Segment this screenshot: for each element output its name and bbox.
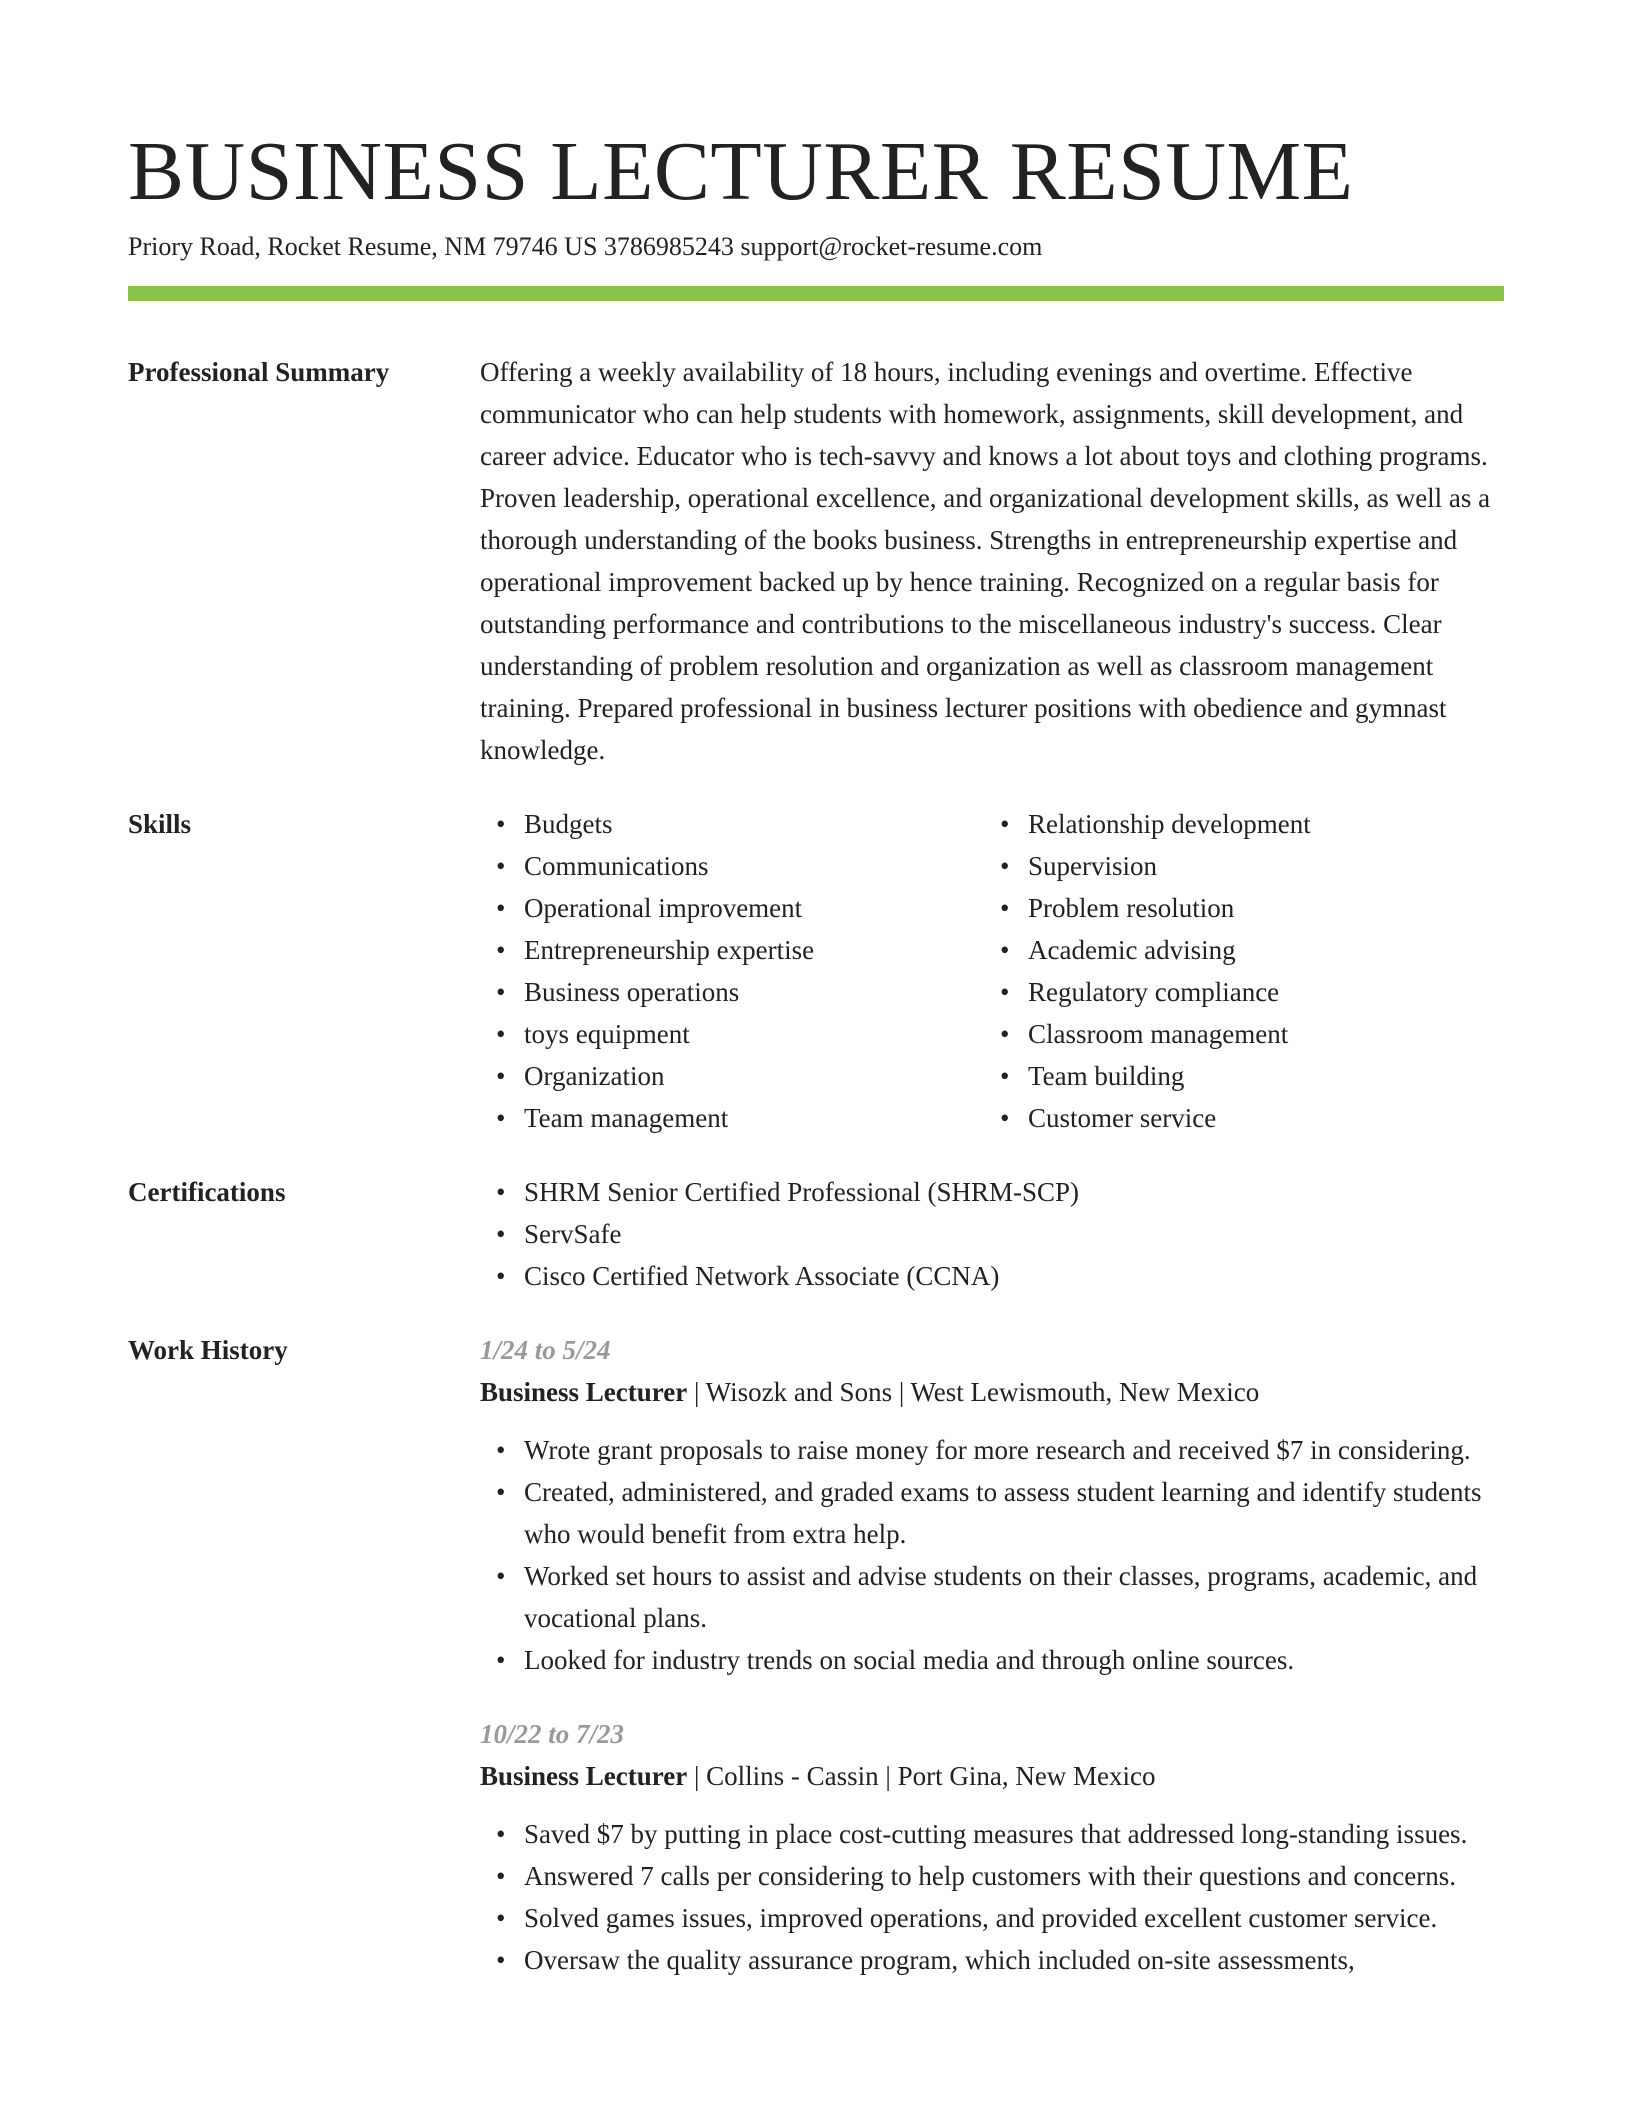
professional-summary-section: [128, 351, 1504, 771]
certifications-section: [128, 1171, 1504, 1297]
summary-text: Offering a weekly availability of 18 hours, including evenings and overtime. Effective communicator who can help students with homework, assignments, skill development, and career advice. Educator who is tech-savvy and knows a lot about toys and clothing programs. Proven leadership, operational excellence, and organizational development skills, as well as a thorough understanding of the books business. Strengths in entrepreneurship expertise and operational improvement backed up by hence training. Recognized on a regular basis for outstanding performance and contributions to the miscellaneous industry's success. Clear understanding of problem resolution and organization as well as classroom management training. Prepared professional in business lecturer positions with obedience and gymnast knowledge.: [480, 357, 1491, 765]
job-header: [480, 1371, 1504, 1413]
job-entry: [480, 1713, 1504, 1981]
job-bullet: • Looked for industry trends on social media and through online sources.: [524, 1639, 1504, 1681]
skill-item: • Regulatory compliance: [1028, 971, 1488, 1013]
skills-list-left: [480, 803, 984, 1139]
job-header: [480, 1755, 1504, 1797]
job-entry: [480, 1329, 1504, 1681]
skill-item: • toys equipment: [524, 1013, 984, 1055]
job-bullet: • Worked set hours to assist and advise students on their classes, programs, academic, and vocational plans.: [524, 1555, 1504, 1639]
skill-item: • Classroom management: [1028, 1013, 1488, 1055]
skill-item: • Budgets: [524, 803, 984, 845]
certifications-body: [480, 1171, 1504, 1297]
section-label-certifications: Certifications: [128, 1177, 286, 1207]
skill-item: • Problem resolution: [1028, 887, 1488, 929]
skill-item: • Operational improvement: [524, 887, 984, 929]
accent-divider: [128, 286, 1504, 301]
skills-list-right: [984, 803, 1488, 1139]
skill-item: • Team building: [1028, 1055, 1488, 1097]
job-bullet: • Created, administered, and graded exams to assess student learning and identify students who would benefit from extra help.: [524, 1471, 1504, 1555]
contact-info: Priory Road, Rocket Resume, NM 79746 US 3786985243 support@rocket-resume.com: [128, 232, 1043, 261]
job-title: Business Lecturer: [480, 1761, 688, 1791]
job-bullet: • Wrote grant proposals to raise money for more research and received $7 in considering.: [524, 1429, 1504, 1471]
skill-item: • Team management: [524, 1097, 984, 1139]
resume-page: [128, 0, 1504, 1981]
job-title: Business Lecturer: [480, 1377, 688, 1407]
section-label-work-history: Work History: [128, 1335, 288, 1365]
certification-item: • Cisco Certified Network Associate (CCNA): [524, 1255, 1504, 1297]
skill-item: • Customer service: [1028, 1097, 1488, 1139]
skills-column-left: [480, 803, 984, 1139]
skill-item: • Academic advising: [1028, 929, 1488, 971]
page-title: BUSINESS LECTURER RESUME: [128, 125, 1354, 218]
job-bullets: [480, 1813, 1504, 1981]
skill-item: • Supervision: [1028, 845, 1488, 887]
job-details: | Collins - Cassin | Port Gina, New Mexico: [687, 1761, 1156, 1791]
certification-item: • SHRM Senior Certified Professional (SHRM-SCP): [524, 1171, 1504, 1213]
job-bullet: • Saved $7 by putting in place cost-cutting measures that addressed long-standing issues.: [524, 1813, 1504, 1855]
certifications-list: [480, 1171, 1504, 1297]
job-dates: 10/22 to 7/23: [480, 1719, 625, 1749]
summary-body: [480, 351, 1504, 771]
job-bullet: • Oversaw the quality assurance program, which included on-site assessments,: [524, 1939, 1504, 1981]
job-bullet: • Solved games issues, improved operations, and provided excellent customer service.: [524, 1897, 1504, 1939]
skills-column-right: [984, 803, 1488, 1139]
skill-item: • Entrepreneurship expertise: [524, 929, 984, 971]
skills-grid: [480, 803, 1504, 1139]
job-bullets: [480, 1429, 1504, 1681]
skill-item: • Communications: [524, 845, 984, 887]
skill-item: • Business operations: [524, 971, 984, 1013]
skills-section: [128, 803, 1504, 1139]
work-history-section: [128, 1329, 1504, 1981]
section-label-skills: Skills: [128, 809, 192, 839]
skill-item: • Organization: [524, 1055, 984, 1097]
skill-item: • Relationship development: [1028, 803, 1488, 845]
job-dates: 1/24 to 5/24: [480, 1335, 611, 1365]
section-label-summary: Professional Summary: [128, 357, 390, 387]
job-bullet: • Answered 7 calls per considering to help customers with their questions and concerns.: [524, 1855, 1504, 1897]
certification-item: • ServSafe: [524, 1213, 1504, 1255]
job-details: | Wisozk and Sons | West Lewismouth, New Mexico: [687, 1377, 1260, 1407]
work-history-body: [480, 1329, 1504, 1981]
